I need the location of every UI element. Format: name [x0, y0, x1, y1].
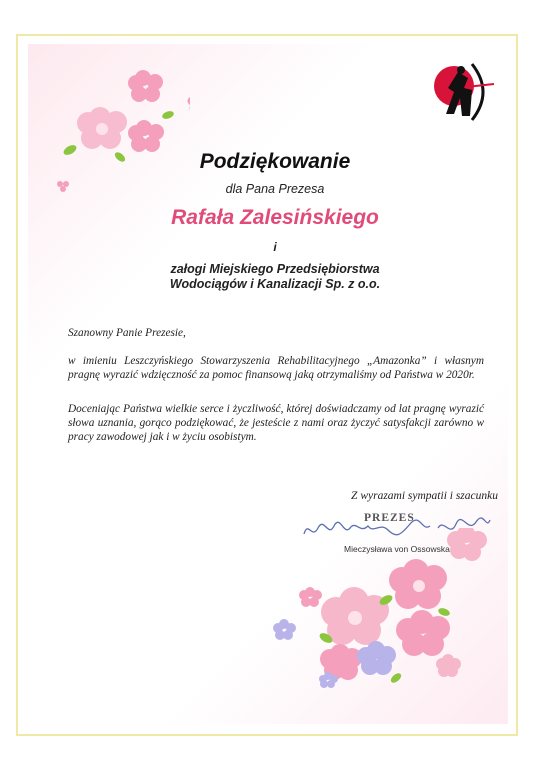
company-line-1: załogi Miejskiego Przedsiębiorstwa — [170, 262, 380, 276]
document-title: Podziękowanie — [199, 150, 351, 173]
conjunction: i — [273, 240, 277, 254]
letter-paragraph-1: w imieniu Leszczyńskiego Stowarzyszenia Rehabilitacyjnego „Amazonka” i własnym pragnę wyrazić wdzięczność za pomoc finansową jaką otrzymaliśmy od Państwa w 2020r. — [68, 355, 484, 381]
flower-cluster-bottom-right-icon — [266, 528, 502, 728]
letter-paragraph-2: Doceniając Państwa wielkie serce i życzliwość, której doświadczamy od lat pragnę wyrazić słowa uznania, gorąco podziękować, że jesteście z nami oraz życzyć satysfakcji zarówno w pracy zawodowej jak i w życiu osobistym. — [68, 403, 484, 443]
amazon-archer-logo-icon — [428, 58, 504, 128]
role-label: PREZES — [364, 512, 415, 524]
company-name — [0, 262, 550, 292]
company-line-2: Wodociągów i Kanalizacji Sp. z o.o. — [169, 277, 381, 291]
letter-salutation: Szanowny Panie Prezesie, — [68, 327, 186, 339]
document-subtitle: dla Pana Prezesa — [225, 182, 325, 196]
recipient-name: Rafała Zalesińskiego — [171, 206, 379, 229]
signer-name: Mieczysława von Ossowska — [344, 544, 450, 554]
flower-cluster-top-left-icon — [40, 60, 190, 200]
closing-phrase: Z wyrazami sympatii i szacunku — [351, 490, 498, 502]
